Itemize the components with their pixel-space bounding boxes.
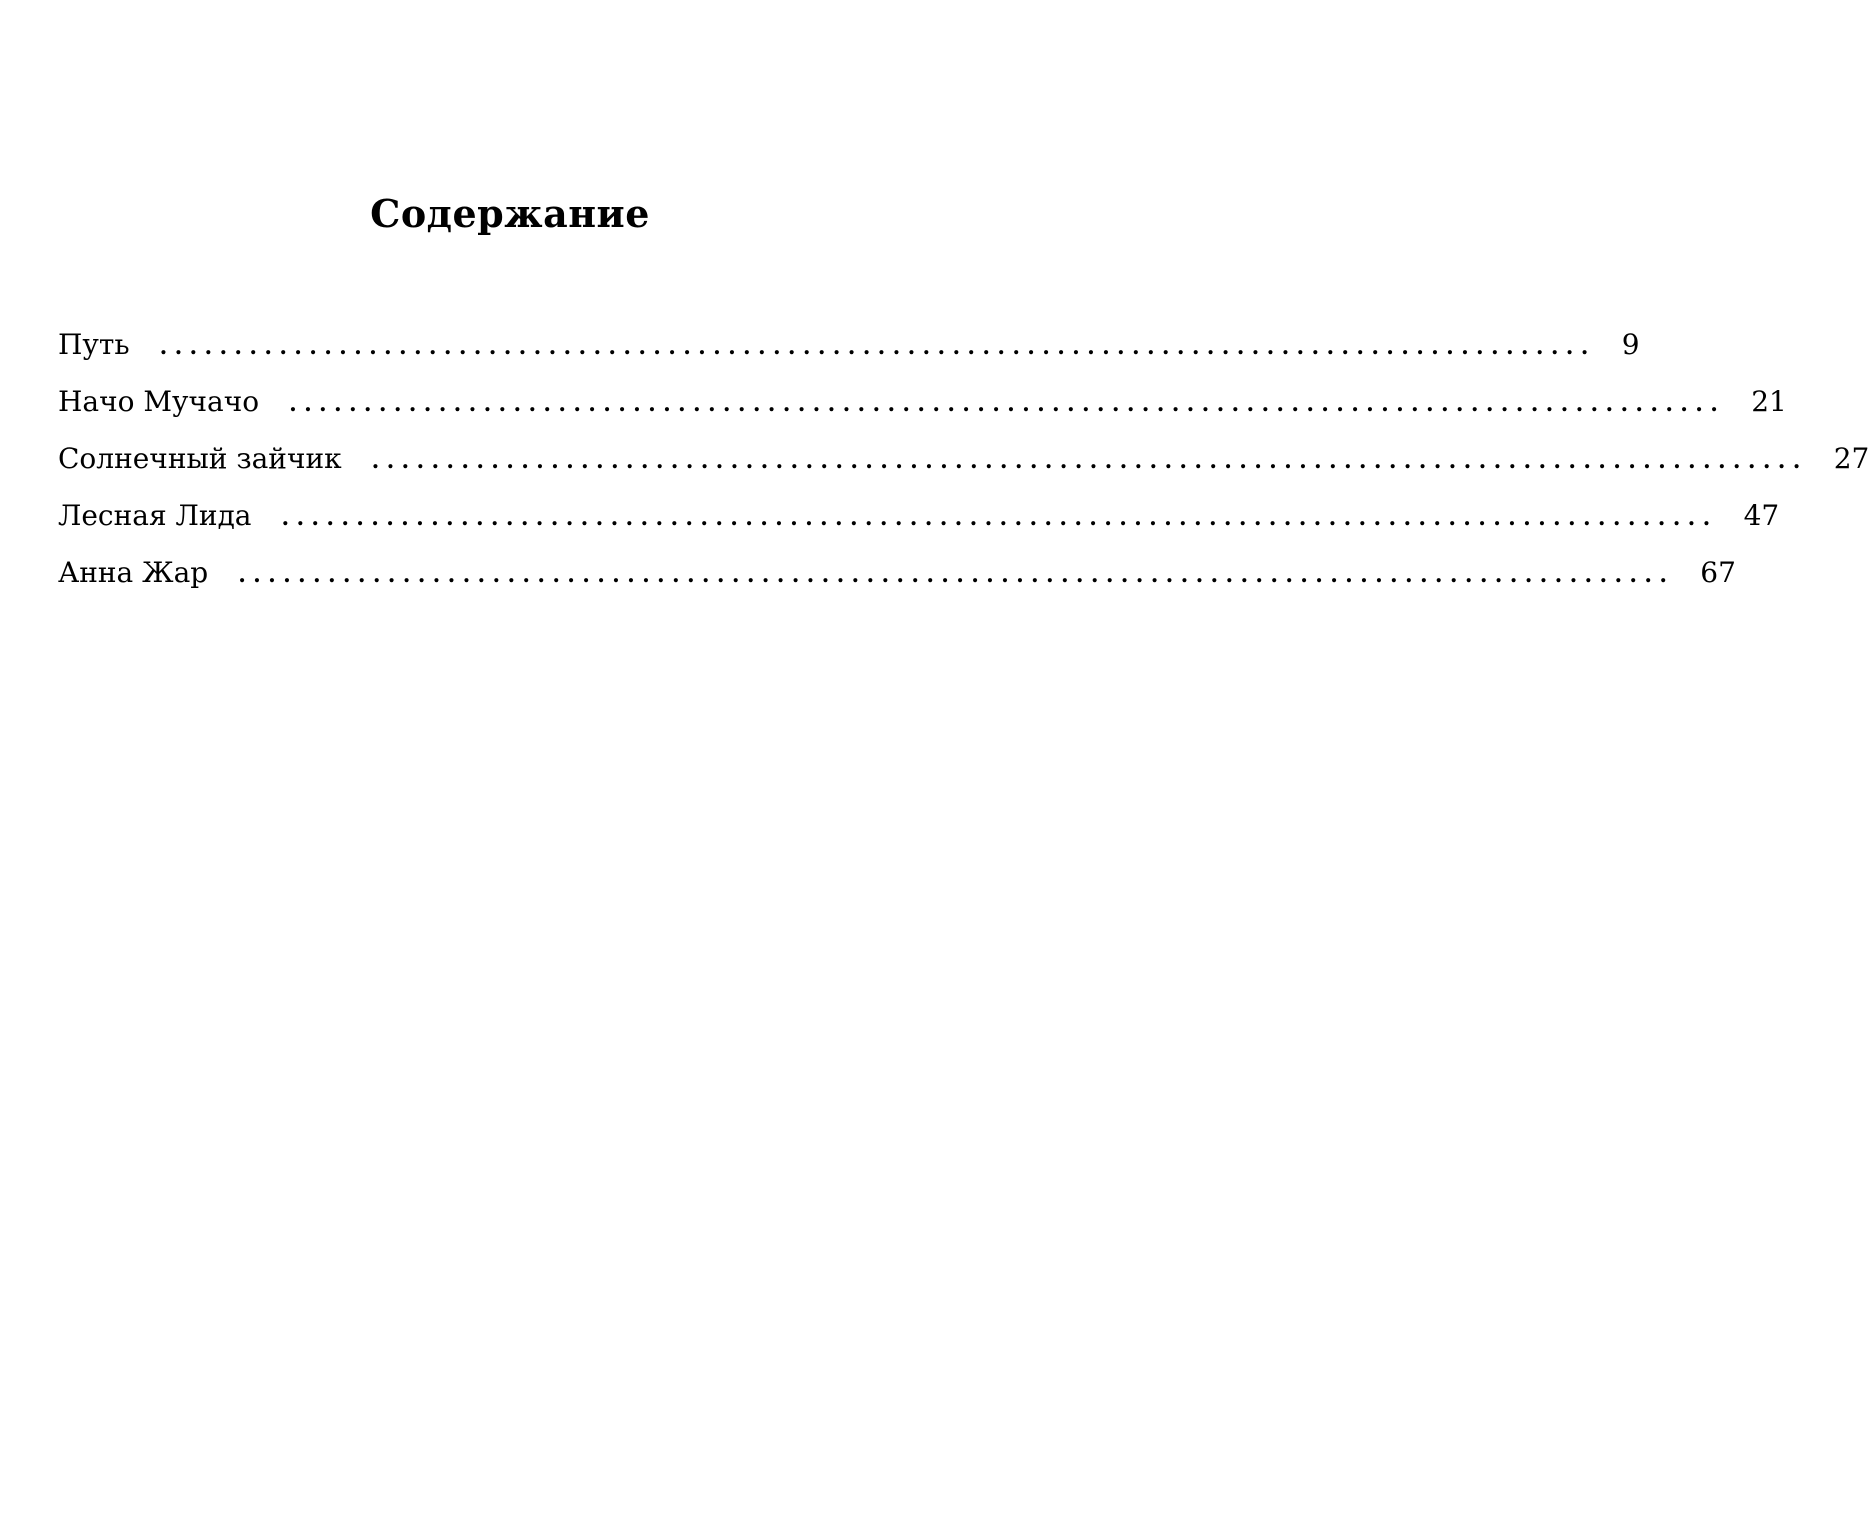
- dot-leader: ................................................................................................: [371, 448, 1808, 474]
- toc-entry[interactable]: [58, 380, 1787, 437]
- toc-entry-title: Лесная Лида: [58, 499, 252, 532]
- toc-entry-page: 9: [1621, 328, 1640, 361]
- toc-entry-page: 27: [1833, 442, 1869, 475]
- toc-entry[interactable]: [58, 494, 1780, 551]
- toc-entry-title: Анна Жар: [58, 556, 209, 589]
- dot-leader: ................................................................................................: [289, 391, 1726, 417]
- toc-entry[interactable]: [58, 437, 1869, 494]
- dot-leader: ................................................................................................: [238, 562, 1675, 588]
- toc-entry-title: Солнечный зайчик: [58, 442, 342, 475]
- toc-entry[interactable]: [58, 551, 1736, 608]
- dot-leader: ................................................................................................: [159, 334, 1596, 360]
- table-of-contents: [58, 323, 1869, 608]
- toc-entry-page: 47: [1743, 499, 1780, 532]
- toc-entry-title: Начо Мучачо: [58, 385, 260, 418]
- toc-entry-page: 67: [1700, 556, 1736, 589]
- toc-entry-page: 21: [1751, 385, 1787, 418]
- toc-entry[interactable]: [58, 323, 1640, 380]
- page-title: Содержание: [370, 191, 650, 236]
- toc-entry-title: Путь: [58, 328, 130, 361]
- dot-leader: ................................................................................................: [281, 505, 1718, 531]
